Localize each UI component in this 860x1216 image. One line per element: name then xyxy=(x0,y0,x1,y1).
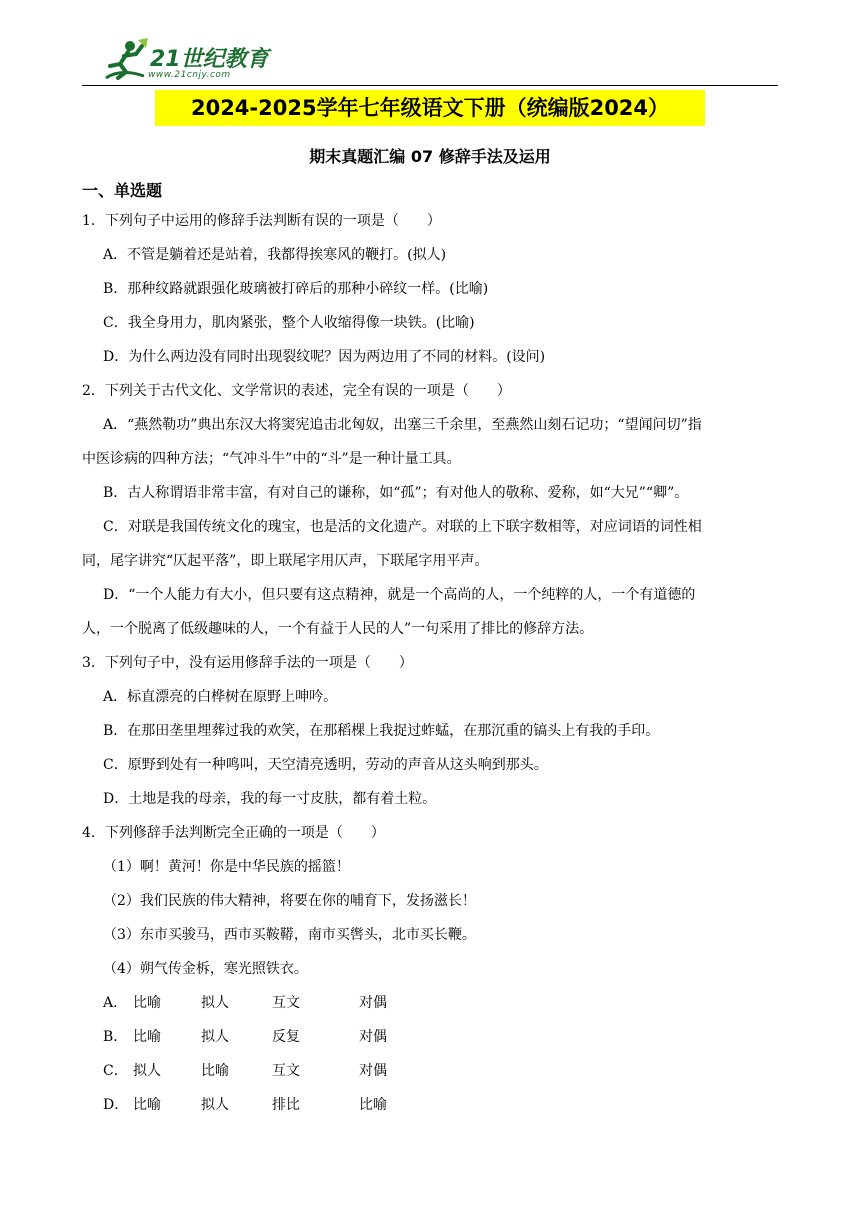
question-3-option-d: D．土地是我的母亲，我的每一寸皮肤，都有着土粒。 xyxy=(103,791,437,807)
question-3-option-b: B．在那田垄里埋葬过我的欢笑，在那稻棵上我捉过蚱蜢，在那沉重的镐头上有我的手印。 xyxy=(103,723,660,739)
choice-value: 比喻 xyxy=(359,1097,387,1113)
choice-value: 比喻 xyxy=(133,1029,161,1045)
choice-value: 对偶 xyxy=(359,1029,387,1045)
document-title: 2024-2025学年七年级语文下册（统编版2024） xyxy=(155,90,705,126)
runner-logo-icon xyxy=(100,38,152,84)
choice-key: D． xyxy=(103,1097,129,1113)
logo-url: www.21cnjy.com xyxy=(148,70,231,80)
question-4-choice-a xyxy=(82,986,782,1020)
logo-brand: 21世纪教育 xyxy=(150,47,269,72)
question-1-option-a: A．不管是躺着还是站着，我都得挨寒风的鞭打。(拟人) xyxy=(103,247,447,263)
question-4-choice-d xyxy=(82,1088,782,1122)
choice-value: 比喻 xyxy=(201,1063,229,1079)
question-2-option-a: A．“燕然勒功”典出东汉大将窦宪追击北匈奴，出塞三千余里，至燕然山刻石记功；“望闻问切”指 xyxy=(103,417,702,433)
question-3-option-c: C．原野到处有一种鸣叫，天空清亮透明，劳动的声音从这头响到那头。 xyxy=(103,757,548,773)
choice-value: 对偶 xyxy=(359,995,387,1011)
question-4-item-4: （4）朔气传金柝，寒光照铁衣。 xyxy=(103,961,308,977)
question-4-item-2: （2）我们民族的伟大精神，将要在你的哺育下，发扬滋长！ xyxy=(103,893,476,909)
question-4-item-3: （3）东市买骏马，西市买鞍鞯，南市买辔头，北市买长鞭。 xyxy=(103,927,476,943)
choice-value: 比喻 xyxy=(133,995,161,1011)
header-rule xyxy=(82,85,778,86)
question-2-option-b: B．古人称谓语非常丰富，有对自己的谦称，如“孤”；有对他人的敬称、爱称，如“大兄”“卿”。 xyxy=(103,485,689,501)
question-2-option-c: C．对联是我国传统文化的瑰宝，也是活的文化遗产。对联的上下联字数相等，对应词语的词性相 xyxy=(103,519,702,535)
choice-key: B． xyxy=(103,1029,128,1045)
question-2-option-d: D．“一个人能力有大小，但只要有这点精神，就是一个高尚的人，一个纯粹的人，一个有道德的 xyxy=(103,587,696,603)
choice-value: 比喻 xyxy=(133,1097,161,1113)
choice-value: 拟人 xyxy=(201,1097,229,1113)
section-heading: 一、单选题 xyxy=(82,181,163,200)
choice-value: 排比 xyxy=(272,1097,300,1113)
choice-value: 拟人 xyxy=(201,1029,229,1045)
question-1-option-b: B．那种纹路就跟强化玻璃被打碎后的那种小碎纹一样。(比喻) xyxy=(103,281,489,297)
choice-value: 互文 xyxy=(272,995,300,1011)
question-4-item-1: （1）啊！黄河！你是中华民族的摇篮！ xyxy=(103,859,350,875)
question-1-option-c: C．我全身用力，肌肉紧张，整个人收缩得像一块铁。(比喻) xyxy=(103,315,475,331)
choice-key: A． xyxy=(103,995,128,1011)
question-1-stem: 1．下列句子中运用的修辞手法判断有误的一项是（ ） xyxy=(82,213,441,229)
question-3-stem: 3．下列句子中，没有运用修辞手法的一项是（ ） xyxy=(82,655,413,671)
question-2-option-a-cont: 中医诊病的四种方法；“气冲斗牛”中的“斗”是一种计量工具。 xyxy=(82,451,461,467)
document-subtitle: 期末真题汇编 07 修辞手法及运用 xyxy=(309,147,551,166)
choice-value: 拟人 xyxy=(201,995,229,1011)
choice-value: 对偶 xyxy=(359,1063,387,1079)
question-4-choice-b xyxy=(82,1020,782,1054)
choice-value: 拟人 xyxy=(133,1063,161,1079)
question-2-option-c-cont: 同，尾字讲究“仄起平落”，即上联尾字用仄声，下联尾字用平声。 xyxy=(82,553,489,569)
question-4-stem: 4．下列修辞手法判断完全正确的一项是（ ） xyxy=(82,825,385,841)
question-4-choice-c xyxy=(82,1054,782,1088)
question-2-stem: 2．下列关于古代文化、文学常识的表述，完全有误的一项是（ ） xyxy=(82,383,511,399)
question-2-option-d-cont: 人，一个脱离了低级趣味的人，一个有益于人民的人”一句采用了排比的修辞方法。 xyxy=(82,621,594,637)
question-3-option-a: A．标直漂亮的白桦树在原野上呻吟。 xyxy=(103,689,338,705)
logo xyxy=(100,38,270,84)
choice-key: C． xyxy=(103,1063,128,1079)
choice-value: 反复 xyxy=(272,1029,300,1045)
choice-value: 互文 xyxy=(272,1063,300,1079)
question-list xyxy=(82,204,782,1122)
question-1-option-d: D．为什么两边没有同时出现裂纹呢？因为两边用了不同的材料。(设问) xyxy=(103,349,546,365)
